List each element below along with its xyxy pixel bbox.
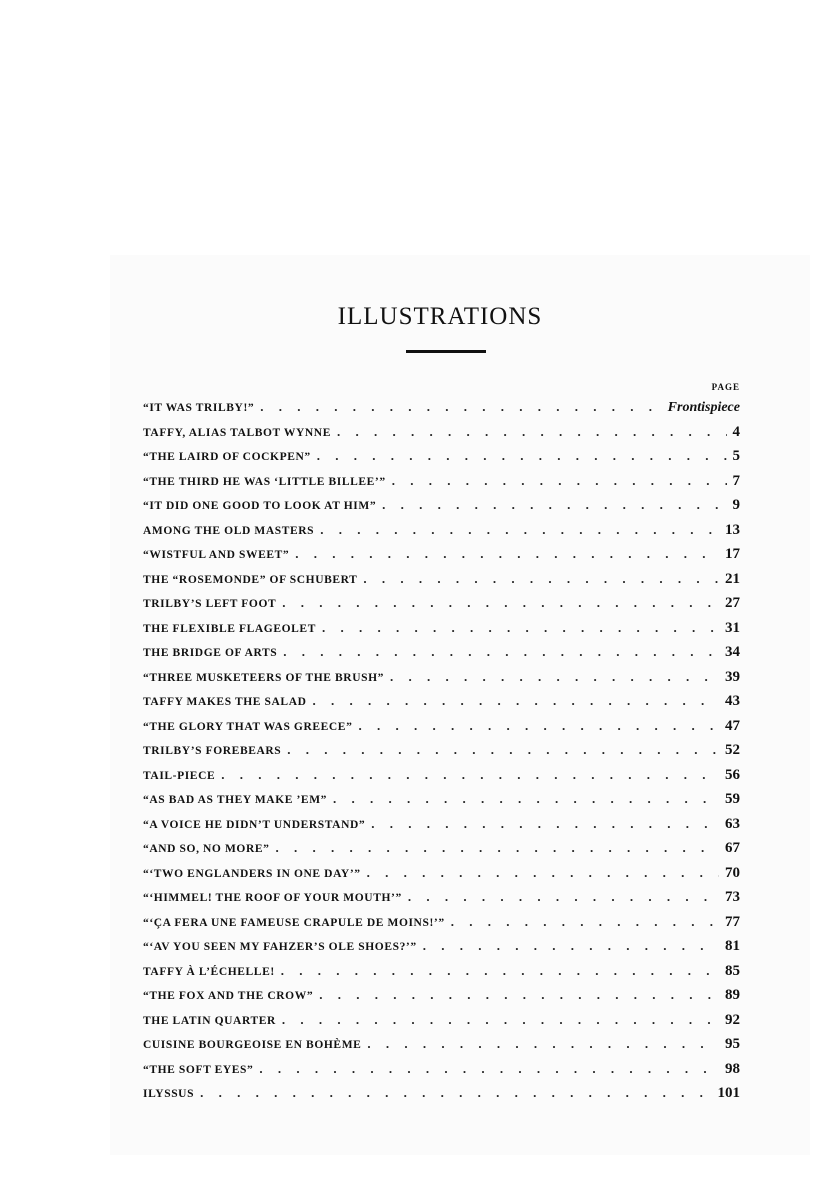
list-item	[143, 910, 740, 935]
page-number: 70	[725, 864, 740, 881]
illustration-title: CUISINE BOURGEOISE EN BOHÈME	[143, 1039, 362, 1051]
list-item	[143, 567, 740, 592]
illustrations-list	[143, 395, 740, 1106]
list-item	[143, 665, 740, 690]
illustration-title: “‘HIMMEL! THE ROOF OF YOUR MOUTH’”	[143, 892, 402, 904]
dot-leader	[275, 959, 719, 984]
dot-leader	[376, 493, 726, 518]
page-number: 5	[732, 448, 740, 464]
dot-leader	[311, 444, 727, 469]
illustration-title: “THREE MUSKETEERS OF THE BRUSH”	[143, 671, 384, 684]
illustration-title: THE FLEXIBLE FLAGEOLET	[143, 622, 316, 635]
list-item	[143, 763, 740, 788]
list-item	[143, 689, 740, 714]
dot-leader	[365, 812, 719, 837]
illustration-title: TAFFY À L’ÉCHELLE!	[143, 965, 275, 978]
dot-leader	[307, 689, 719, 714]
dot-leader	[194, 1081, 711, 1106]
illustration-title: TAFFY, ALIAS TALBOT WYNNE	[143, 426, 331, 439]
list-item	[143, 861, 740, 886]
illustration-title: THE LATIN QUARTER	[143, 1014, 276, 1027]
dot-leader	[384, 665, 719, 690]
page-number: 43	[725, 693, 740, 709]
page-number: 17	[725, 546, 740, 562]
page-number: 9	[732, 497, 740, 513]
illustration-title: “THE LAIRD OF COCKPEN”	[143, 451, 311, 463]
list-item	[143, 1008, 740, 1033]
list-item	[143, 1032, 740, 1057]
dot-leader	[276, 1008, 719, 1033]
page-number: 89	[725, 987, 740, 1003]
page-number: 56	[725, 766, 740, 783]
page-number: Frontispiece	[667, 400, 740, 415]
illustration-title: AMONG THE OLD MASTERS	[143, 524, 315, 537]
list-item	[143, 812, 740, 837]
page-number: 4	[732, 423, 740, 440]
list-item	[143, 591, 740, 616]
list-item	[143, 738, 740, 763]
dot-leader	[269, 836, 719, 861]
title-rule	[406, 350, 486, 353]
page-number: 39	[725, 668, 740, 685]
dot-leader	[314, 518, 719, 543]
dot-leader	[327, 787, 719, 812]
page-number: 63	[725, 815, 740, 832]
list-item	[143, 836, 740, 861]
dot-leader	[402, 885, 719, 910]
illustration-title: “‘AV YOU SEEN MY FAHZER’S OLE SHOES?’”	[143, 941, 417, 953]
dot-leader	[417, 934, 719, 959]
list-item	[143, 640, 740, 665]
list-item	[143, 444, 740, 469]
list-item	[143, 959, 740, 984]
illustration-title: “IT DID ONE GOOD TO LOOK AT HIM”	[143, 500, 377, 512]
page-number: 101	[717, 1085, 740, 1101]
illustration-title: “THE FOX AND THE CROW”	[143, 990, 314, 1002]
page-number: 21	[725, 570, 740, 587]
page-number: 47	[725, 717, 740, 734]
page-number: 13	[725, 521, 740, 538]
page-number: 52	[725, 742, 740, 758]
illustration-title: THE BRIDGE OF ARTS	[143, 647, 278, 659]
list-item	[143, 542, 740, 567]
list-item	[143, 469, 740, 494]
list-item	[143, 714, 740, 739]
page-number: 98	[725, 1060, 740, 1077]
page-number: 67	[725, 840, 740, 856]
list-item	[143, 787, 740, 812]
dot-leader	[386, 469, 727, 494]
dot-leader	[281, 738, 719, 763]
list-item	[143, 420, 740, 445]
page-number: 95	[725, 1036, 740, 1052]
dot-leader	[215, 763, 719, 788]
illustration-title: “THE GLORY THAT WAS GREECE”	[143, 720, 353, 733]
list-item	[143, 1057, 740, 1082]
page-number: 34	[725, 644, 740, 660]
page-number: 59	[725, 791, 740, 807]
list-item	[143, 934, 740, 959]
illustration-title: “WISTFUL AND SWEET”	[143, 549, 290, 561]
page-number: 81	[725, 938, 740, 954]
dot-leader	[352, 714, 719, 739]
illustration-title: “AS BAD AS THEY MAKE ’EM”	[143, 794, 328, 806]
list-item	[143, 493, 740, 518]
illustration-title: “‘ÇA FERA UNE FAMEUSE CRAPULE DE MOINS!’”	[143, 916, 445, 929]
list-item	[143, 518, 740, 543]
illustration-title: “THE THIRD HE WAS ‘LITTLE BILLEE’”	[143, 475, 386, 488]
illustration-title: “A VOICE HE DIDN’T UNDERSTAND”	[143, 818, 366, 831]
illustration-title: THE “ROSEMONDE” OF SCHUBERT	[143, 573, 358, 586]
illustration-title: TAFFY MAKES THE SALAD	[143, 696, 307, 708]
dot-leader	[289, 542, 719, 567]
page-number: 27	[725, 595, 740, 611]
page-number: 92	[725, 1011, 740, 1028]
list-item	[143, 395, 740, 420]
page-number: 73	[725, 889, 740, 905]
dot-leader	[276, 591, 719, 616]
dot-leader	[277, 640, 719, 665]
list-item	[143, 885, 740, 910]
illustration-title: “‘TWO ENGLANDERS IN ONE DAY’”	[143, 867, 361, 880]
page-number: 85	[725, 962, 740, 979]
list-item	[143, 616, 740, 641]
illustration-title: TAIL-PIECE	[143, 769, 216, 782]
page-number: 77	[725, 913, 740, 930]
dot-leader	[313, 983, 719, 1008]
dot-leader	[445, 910, 719, 935]
illustration-title: ILYSSUS	[143, 1088, 195, 1100]
dot-leader	[254, 395, 661, 420]
illustration-title: TRILBY’S LEFT FOOT	[143, 598, 277, 610]
illustration-title: TRILBY’S FOREBEARS	[143, 745, 282, 757]
page-column-header: PAGE	[711, 382, 740, 392]
illustration-title: “AND SO, NO MORE”	[143, 843, 270, 855]
dot-leader	[361, 861, 719, 886]
illustration-title: “THE SOFT EYES”	[143, 1063, 254, 1076]
dot-leader	[357, 567, 719, 592]
list-item	[143, 1081, 740, 1106]
page-title: ILLUSTRATIONS	[337, 302, 543, 330]
list-item	[143, 983, 740, 1008]
dot-leader	[331, 420, 727, 445]
dot-leader	[361, 1032, 719, 1057]
page-number: 7	[732, 472, 740, 489]
illustration-title: “IT WAS TRILBY!”	[143, 402, 255, 414]
dot-leader	[253, 1057, 719, 1082]
dot-leader	[316, 616, 719, 641]
page-number: 31	[725, 619, 740, 636]
